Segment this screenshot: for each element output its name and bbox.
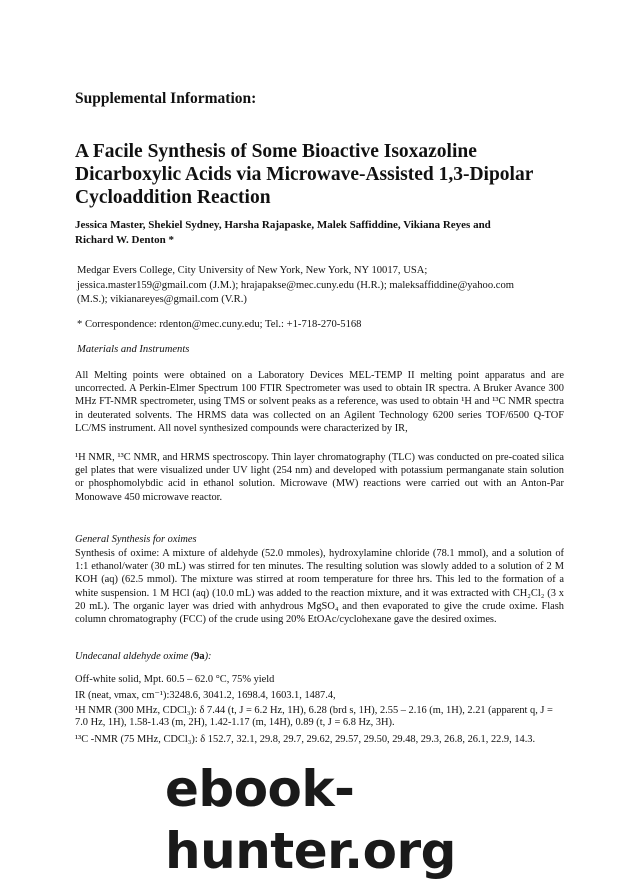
paragraph-materials-1: All Melting points were obtained on a Laboratory Devices MEL-TEMP II melting point apparatus and are uncorrected. A Perkin-Elmer Spectrum 100 FTIR Spectrometer was used to obtain IR spectra. A Bruker Avance 300 MHz FT-NMR spectrometer, using TMS or solvent peaks as a reference, was used to obtain ¹H and ¹³C NMR spectra in deuterated solvents. The HRMS data was collected on an Agilent Technology 6200 series TOF/6500 Q-TOF LC/MS instrument. All novel synthesized compounds were characterized by IR,	[75, 370, 564, 434]
paragraph-synthesis: Synthesis of oxime: A mixture of aldehyde (52.0 mmoles), hydroxylamine chloride (78.1 mmol), and a solution of 1:1 ethanol/water (30 mL) was stirred for ten minutes. The resulting solution was slowly added to a solution of 2 M KOH (aq) (62.5 mmol). The mixture was stirred at room temperature for three hrs. This led to the formation of a white suspension. 1 M HCl (aq) (10.0 mL) was added to the reaction mixture, and it was extracted with CH₂Cl₂ (3 x 20 mL). The organic layer was dried with anhydrous MgSO₄ and then evaporated to give the crude oxime. Flash column chromatography (FCC) of the crude using 20% EtOAc/cyclohexane gave the desired oximes.	[75, 548, 564, 626]
ir-data: IR (neat, νmax, cm⁻¹):3248.6, 3041.2, 1698.4, 1603.1, 1487.4,	[75, 690, 336, 701]
paragraph-materials-2: ¹H NMR, ¹³C NMR, and HRMS spectroscopy. Thin layer chromatography (TLC) was conducted on pre-coated silica gel plates that were visualized under UV light (254 nm) and developed with potassium permanganate stain solution or phosphomolybdic acid in ethanol solution. Microwave (MW) reactions were carried out with an Anton-Par Monowave 450 microwave reactor.	[75, 452, 564, 503]
compound-name: Undecanal aldehyde oxime (	[75, 651, 195, 662]
compound-heading	[75, 651, 211, 662]
section-heading-materials: Materials and Instruments	[77, 344, 190, 355]
correspondence: * Correspondence: rdenton@mec.cuny.edu; Tel.: +1-718-270-5168	[77, 319, 362, 330]
compound-suffix: ):	[204, 651, 212, 662]
c-nmr-data: ¹³C -NMR (75 MHz, CDCl₃): δ 152.7, 32.1, 29.8, 29.7, 29.62, 29.57, 29.50, 29.48, 29.3, 26.8, 26.1, 22.9, 14.3.	[75, 734, 536, 745]
watermark: ebook-hunter.org	[165, 760, 456, 880]
supplemental-heading: Supplemental Information:	[75, 90, 257, 107]
paper-title: A Facile Synthesis of Some Bioactive Isoxazoline Dicarboxylic Acids via Microwave-Assisted 1,3-Dipolar Cycloaddition Reaction	[75, 141, 534, 208]
section-heading-synthesis: General Synthesis for oximes	[75, 534, 197, 545]
h-nmr-data: ¹H NMR (300 MHz, CDCl₃): δ 7.44 (t, J = 6.2 Hz, 1H), 6.28 (brd s, 1H), 2.55 – 2.16 (m, 1H), 2.21 (apparent q, J = 7.0 Hz, 1H), 1.58-1.43 (m, 2H), 1.42-1.17 (m, 14H), 0.89 (t, J = 6.8 Hz, 3H).	[75, 705, 553, 729]
compound-appearance: Off-white solid, Mpt. 60.5 – 62.0 °C, 75% yield	[75, 674, 275, 685]
author-list: Jessica Master, Shekiel Sydney, Harsha Rajapaske, Malek Saffiddine, Vikiana Reyes and Richard W. Denton *	[75, 219, 491, 246]
affiliation: Medgar Evers College, City University of New York, New York, NY 10017, USA; jessica.master159@gmail.com (J.M.); hrajapakse@mec.cuny.edu (H.R.); maleksaffiddine@yahoo.com (M.S.); vikianareyes@gmail.com (V.R.)	[77, 265, 515, 305]
compound-id: 9a	[194, 651, 205, 662]
